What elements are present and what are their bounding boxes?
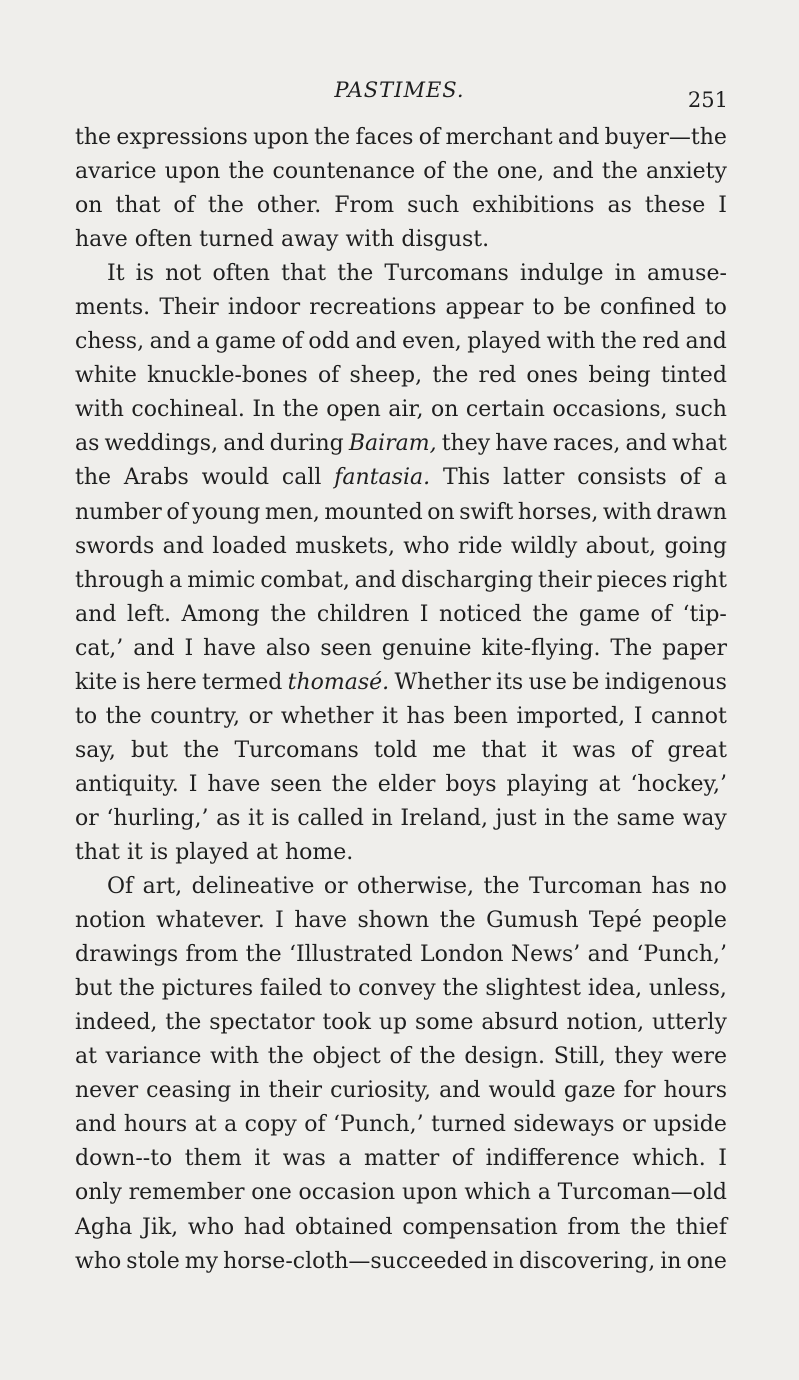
text-line: ments. Their indoor recreations appear to be confined to [75, 295, 727, 321]
text-line: who stole my horse-cloth—succeeded in discovering, in one [75, 1248, 727, 1274]
text-line: cat,’ and I have also seen genuine kite-flying. The paper [75, 635, 727, 661]
text-line: down--to them it was a matter of indifference which. I [75, 1146, 727, 1172]
text-line: notion whatever. I have shown the Gumush Tepé people [75, 908, 727, 934]
running-title: PASTIMES. [334, 78, 465, 102]
text-line: on that of the other. From such exhibitions as these I [75, 193, 727, 219]
text-line: and left. Among the children I noticed the game of ‘tip- [75, 601, 727, 627]
text-line: the Arabs would call fantasia. This latter consists of a [75, 465, 727, 491]
text-line: have often turned away with disgust. [75, 227, 490, 253]
body-text [75, 121, 727, 1279]
text-line: Agha Jik, who had obtained compensation from the thief [75, 1214, 727, 1240]
text-line: Of art, delineative or otherwise, the Turcoman has no [107, 874, 727, 900]
text-line: at variance with the object of the design. Still, they were [75, 1044, 727, 1070]
text-line: swords and loaded muskets, who ride wildly about, going [75, 533, 727, 559]
text-line: number of young men, mounted on swift horses, with drawn [75, 499, 727, 525]
text-line: only remember one occasion upon which a Turcoman—old [75, 1180, 727, 1206]
running-head [0, 78, 799, 112]
text-line: say, but the Turcomans told me that it was of great [75, 737, 727, 763]
text-line: and hours at a copy of ‘Punch,’ turned sideways or upside [75, 1112, 727, 1138]
text-line: as weddings, and during Bairam, they have races, and what [75, 431, 727, 457]
text-line: antiquity. I have seen the elder boys playing at ‘hockey,’ [75, 771, 727, 797]
text-line: avarice upon the countenance of the one, and the anxiety [75, 159, 727, 185]
text-line: chess, and a game of odd and even, played with the red and [75, 329, 727, 355]
text-line: drawings from the ‘Illustrated London News’ and ‘Punch,’ [75, 942, 727, 968]
text-line: or ‘hurling,’ as it is called in Ireland, just in the same way [75, 805, 727, 831]
text-line: kite is here termed thomasé. Whether its use be indigenous [75, 669, 727, 695]
text-line: that it is played at home. [75, 839, 354, 865]
text-line: through a mimic combat, and discharging their pieces right [75, 567, 727, 593]
text-line: white knuckle-bones of sheep, the red ones being tinted [75, 363, 727, 389]
text-line: with cochineal. In the open air, on certain occasions, such [75, 397, 727, 423]
text-line: never ceasing in their curiosity, and would gaze for hours [75, 1078, 727, 1104]
page-number: 251 [687, 88, 728, 112]
text-line: to the country, or whether it has been imported, I cannot [75, 703, 727, 729]
text-line: the expressions upon the faces of merchant and buyer—the [75, 125, 727, 150]
text-line: It is not often that the Turcomans indulge in amuse- [107, 261, 727, 287]
text-line: indeed, the spectator took up some absurd notion, utterly [75, 1010, 727, 1036]
text-line: but the pictures failed to convey the slightest idea, unless, [75, 976, 727, 1002]
